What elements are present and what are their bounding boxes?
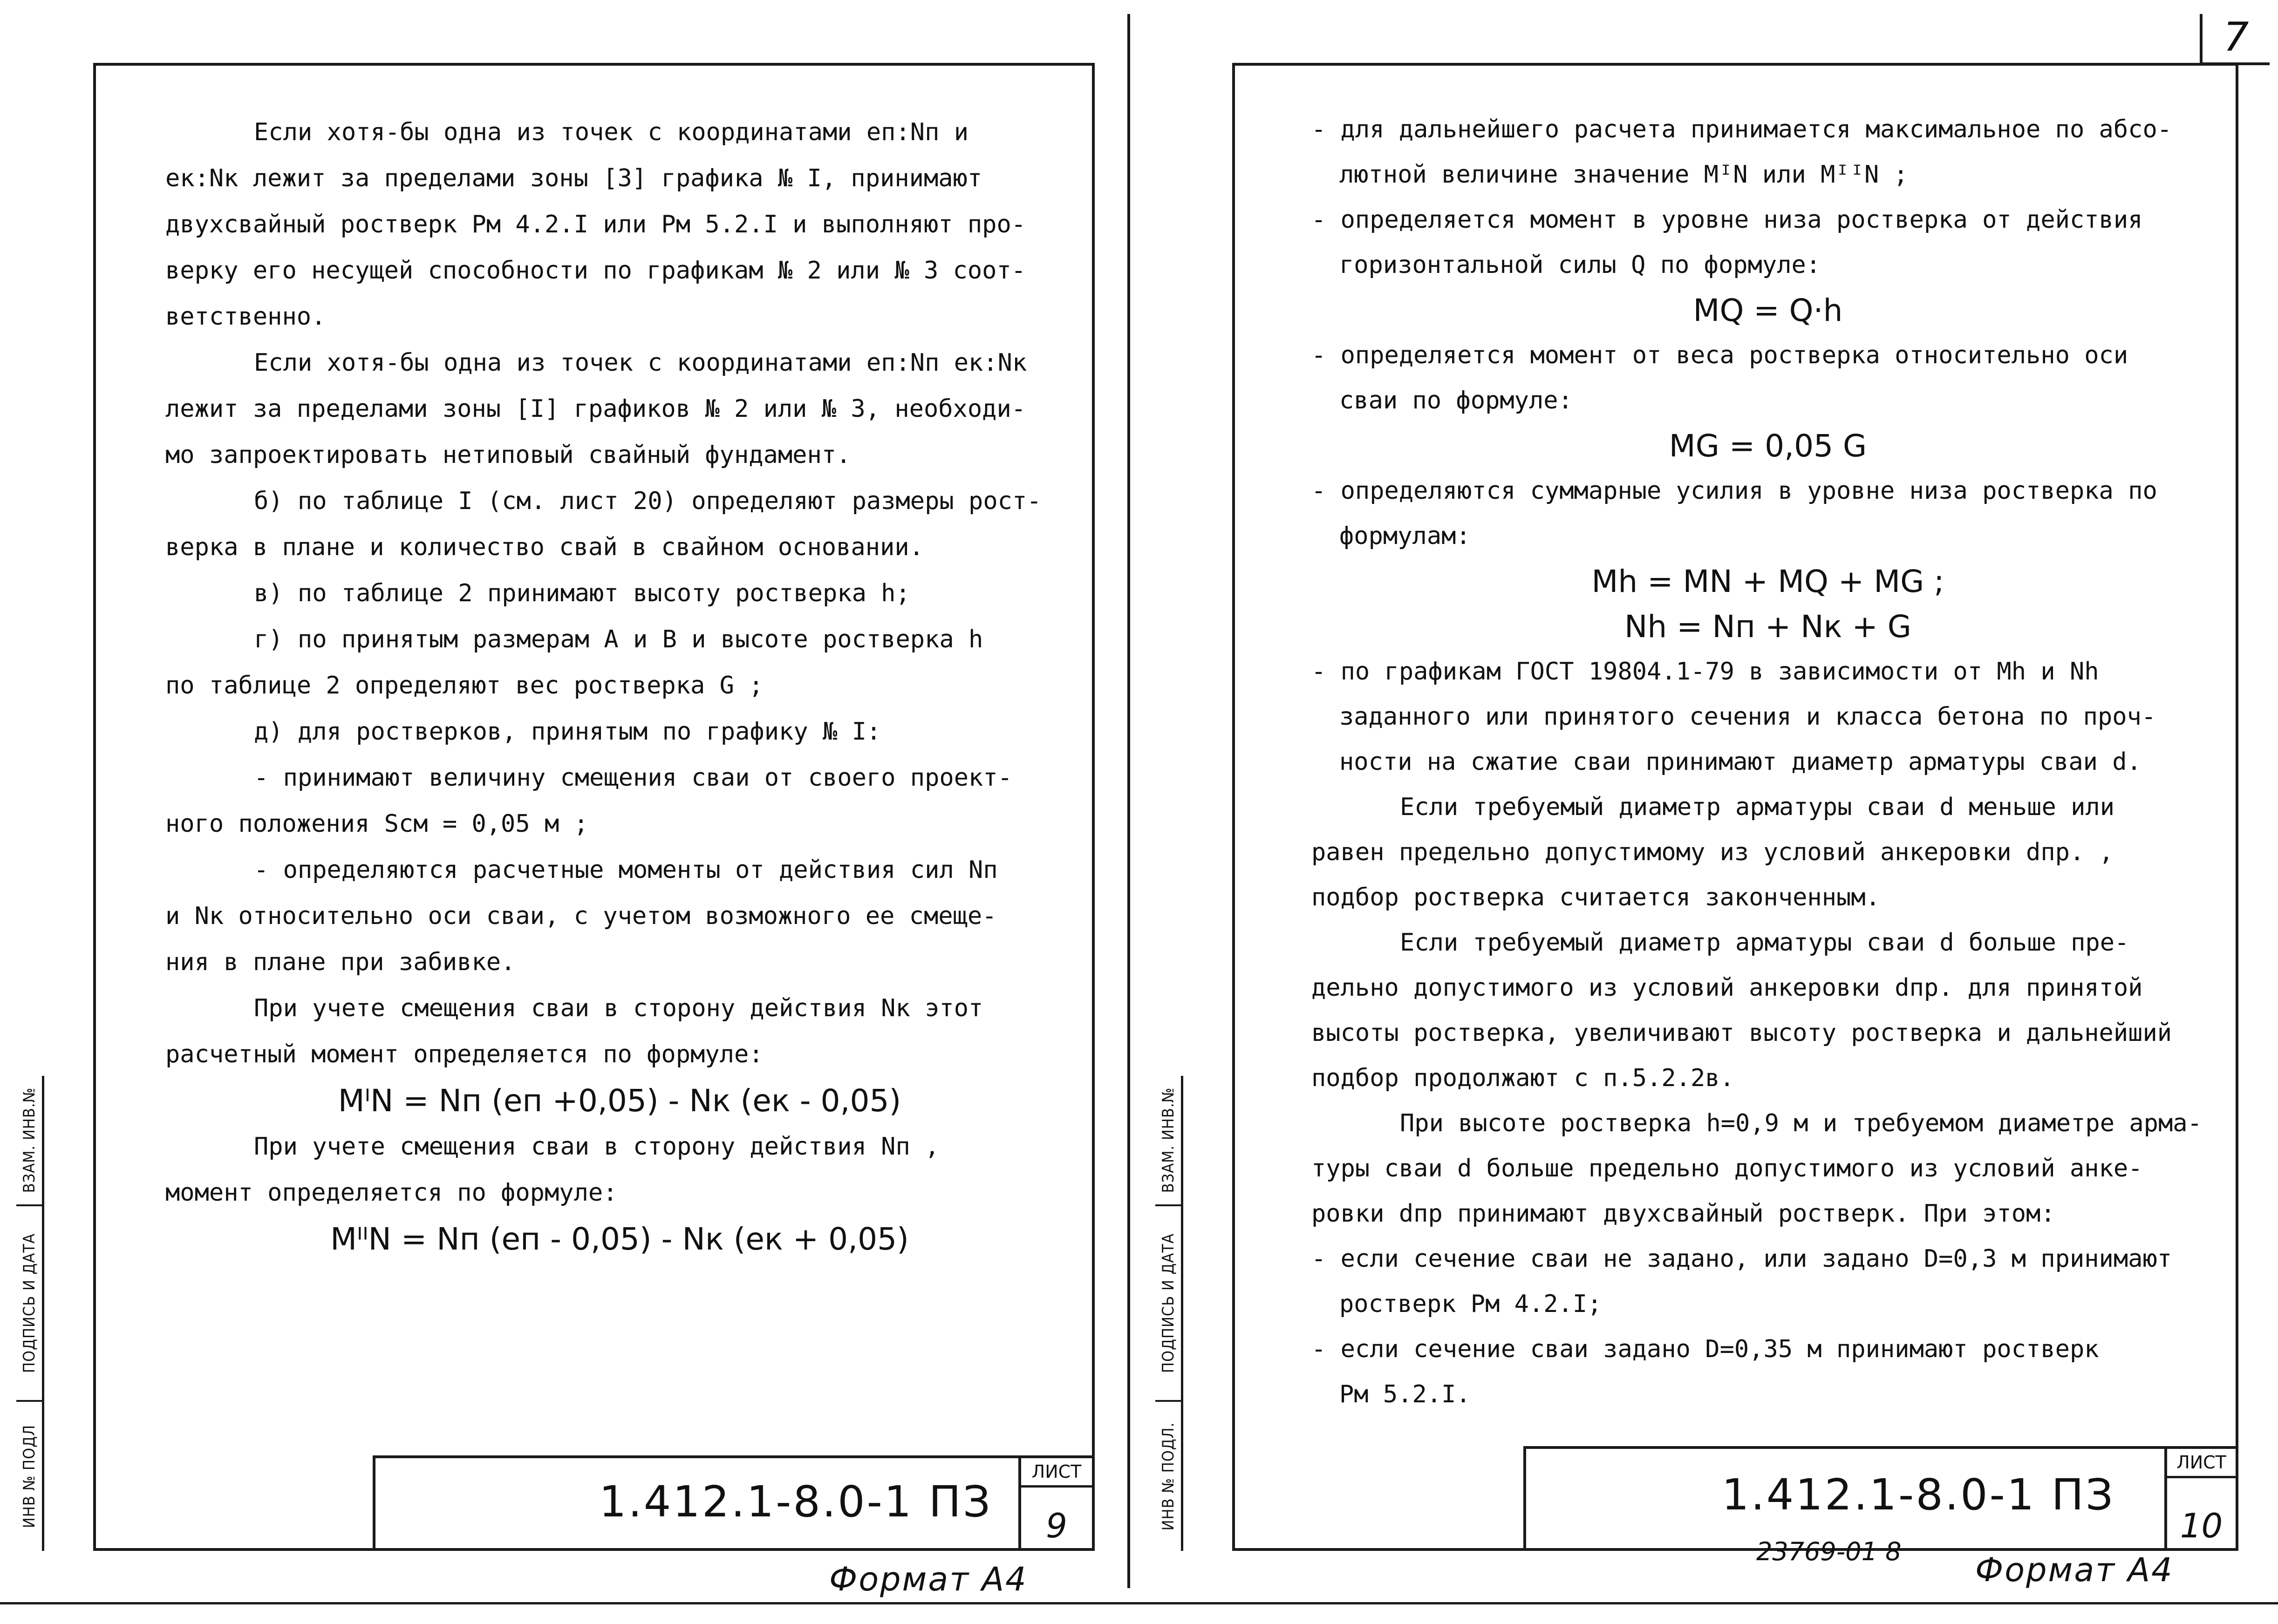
left-sidebar bbox=[16, 1076, 44, 1551]
left-text-line: двухсвайный ростверк Рм 4.2.I или Рм 5.2.I и выполняют про- bbox=[165, 211, 1026, 238]
left-text-line: - принимают величину смещения сваи от своего проект- bbox=[254, 764, 1012, 792]
right-text-line: подбор ростверка считается законченным. bbox=[1311, 883, 1880, 911]
left-text-line: ветственно. bbox=[165, 303, 326, 331]
right-text-line: сваи по формуле: bbox=[1339, 387, 1573, 414]
right-sidebar-cell-2: ПОДПИСЬ И ДАТА bbox=[1155, 1206, 1181, 1402]
right-text-line: - если сечение сваи задано D=0,35 м принимают ростверк bbox=[1311, 1335, 2099, 1363]
left-title-block bbox=[373, 1455, 1095, 1551]
left-text-line: в) по таблице 2 принимают высоту ростверка h; bbox=[254, 579, 910, 607]
left-sidebar-cell-3: ИНВ № ПОДЛ bbox=[20, 1424, 39, 1529]
right-sidebar-cell-3: ИНВ № ПОДЛ. bbox=[1159, 1422, 1178, 1531]
right-text-line: формулам: bbox=[1339, 522, 1471, 550]
page-divider bbox=[1127, 14, 1130, 1588]
right-text-line: ности на сжатие сваи принимают диаметр арматуры сваи d. bbox=[1339, 748, 2142, 776]
left-sidebar-cell-1: ВЗАМ. ИНВ.№ bbox=[16, 1076, 42, 1206]
left-text-line: ного положения Sсм = 0,05 м ; bbox=[165, 810, 588, 838]
left-document-code: 1.412.1-8.0-1 ПЗ bbox=[599, 1477, 992, 1527]
left-text-line: д) для ростверков, принятым по графику № I: bbox=[254, 718, 881, 746]
bottom-edge-line bbox=[0, 1602, 2278, 1604]
right-sidebar bbox=[1155, 1076, 1183, 1551]
left-sheet-number: 9 bbox=[1046, 1506, 1067, 1545]
left-format-label: Формат А4 bbox=[829, 1560, 1028, 1598]
left-formula: MᴵᴵN = Nп (eп - 0,05) - Nк (eк + 0,05) bbox=[330, 1221, 909, 1257]
left-sidebar-cell-2: ПОДПИСЬ И ДАТА bbox=[16, 1206, 42, 1402]
left-text-line: ния в плане при забивке. bbox=[165, 948, 516, 976]
left-text-line: момент определяется по формуле: bbox=[165, 1179, 618, 1207]
right-text-line: При высоте ростверка h=0,9 м и требуемом диаметре арма- bbox=[1400, 1109, 2202, 1137]
right-format-label: Формат А4 bbox=[1975, 1551, 2174, 1589]
right-text-line: - определяется момент от веса ростверка относительно оси bbox=[1311, 341, 2128, 369]
right-text-line: ростверк Рм 4.2.I; bbox=[1339, 1290, 1602, 1318]
left-sheet-cell bbox=[1018, 1458, 1092, 1548]
left-text-line: Если хотя-бы одна из точек с координатами eп:Nп eк:Nк bbox=[254, 349, 1027, 377]
right-text-line: равен предельно допустимому из условий анкеровки dпр. , bbox=[1311, 838, 2114, 866]
left-formula: MᴵN = Nп (eп +0,05) - Nк (eк - 0,05) bbox=[338, 1083, 901, 1119]
right-sheet-number: 10 bbox=[2180, 1506, 2223, 1545]
right-text-line: - определяются суммарные усилия в уровне низа ростверка по bbox=[1311, 477, 2157, 505]
right-text-line: - если сечение сваи не задано, или задано D=0,3 м принимают bbox=[1311, 1245, 2172, 1273]
right-text-line: туры сваи d больше предельно допустимого из условий анке- bbox=[1311, 1155, 2143, 1182]
right-text-line: заданного или принятого сечения и класса бетона по проч- bbox=[1339, 703, 2156, 731]
left-text-line: расчетный момент определяется по формуле: bbox=[165, 1040, 764, 1068]
right-sidebar-cell-1: ВЗАМ. ИНВ.№ bbox=[1155, 1076, 1181, 1206]
left-text-line: Если хотя-бы одна из точек с координатами eп:Nп и bbox=[254, 118, 969, 146]
right-body-text bbox=[1311, 107, 2224, 1417]
page-number: 7 bbox=[2200, 14, 2270, 65]
left-text-line: по таблице 2 определяют вес ростверка G ; bbox=[165, 672, 764, 700]
right-text-line: - определяется момент в уровне низа ростверка от действия bbox=[1311, 206, 2143, 234]
left-text-line: При учете смещения сваи в сторону действия Nп , bbox=[254, 1133, 940, 1161]
left-text-line: eк:Nк лежит за пределами зоны [3] графика № I, принимают bbox=[165, 164, 982, 192]
right-text-line: ровки dпр принимают двухсвайный ростверк. При этом: bbox=[1311, 1200, 2055, 1228]
archive-number: 23769-01 8 bbox=[1756, 1537, 1902, 1566]
left-text-line: верку его несущей способности по графикам № 2 или № 3 соот- bbox=[165, 257, 1026, 285]
left-text-line: б) по таблице I (см. лист 20) определяют размеры рост- bbox=[254, 487, 1042, 515]
right-text-line: - для дальнейшего расчета принимается максимальное по абсо- bbox=[1311, 116, 2172, 143]
left-text-line: лежит за пределами зоны [I] графиков № 2 или № 3, необходи- bbox=[165, 395, 1026, 423]
right-text-line: Если требуемый диаметр арматуры сваи d больше пре- bbox=[1400, 929, 2129, 957]
right-text-line: высоты ростверка, увеличивают высоту ростверка и дальнейший bbox=[1311, 1019, 2172, 1047]
left-sheet-label: ЛИСТ bbox=[1021, 1458, 1092, 1488]
left-text-line: - определяются расчетные моменты от действия сил Nп bbox=[254, 856, 998, 884]
right-sheet-label: ЛИСТ bbox=[2167, 1449, 2236, 1478]
right-text-line: горизонтальной силы Q по формуле: bbox=[1339, 251, 1821, 279]
left-text-line: верка в плане и количество свай в свайном основании. bbox=[165, 533, 924, 561]
right-formula: Nh = Nп + Nк + G bbox=[1624, 609, 1911, 645]
right-text-line: Если требуемый диаметр арматуры сваи d меньше или bbox=[1400, 793, 2115, 821]
right-formula: Mh = MN + MQ + MG ; bbox=[1591, 564, 1944, 599]
right-title-block bbox=[1523, 1446, 2238, 1551]
left-text-line: При учете смещения сваи в сторону действия Nк этот bbox=[254, 994, 983, 1022]
right-text-line: подбор продолжают с п.5.2.2в. bbox=[1311, 1064, 1734, 1092]
right-text-line: дельно допустимого из условий анкеровки dпр. для принятой bbox=[1311, 974, 2143, 1002]
right-formula: MQ = Q·h bbox=[1693, 292, 1843, 328]
right-text-line: лютной величине значение MᴵN или MᴵᴵN ; bbox=[1339, 161, 1908, 189]
right-document-code: 1.412.1-8.0-1 ПЗ bbox=[1722, 1470, 2115, 1520]
right-sheet-cell bbox=[2164, 1449, 2236, 1548]
right-text-line: - по графикам ГОСТ 19804.1-79 в зависимости от Mh и Nh bbox=[1311, 658, 2099, 686]
right-text-line: Рм 5.2.I. bbox=[1339, 1380, 1471, 1408]
left-text-line: мо запроектировать нетиповый свайный фундамент. bbox=[165, 441, 851, 469]
right-formula: MG = 0,05 G bbox=[1669, 428, 1867, 464]
left-body-text bbox=[165, 109, 1074, 1262]
left-text-line: г) по принятым размерам А и В и высоте ростверка h bbox=[254, 625, 983, 653]
left-text-line: и Nк относительно оси сваи, с учетом возможного ее смеще- bbox=[165, 902, 997, 930]
